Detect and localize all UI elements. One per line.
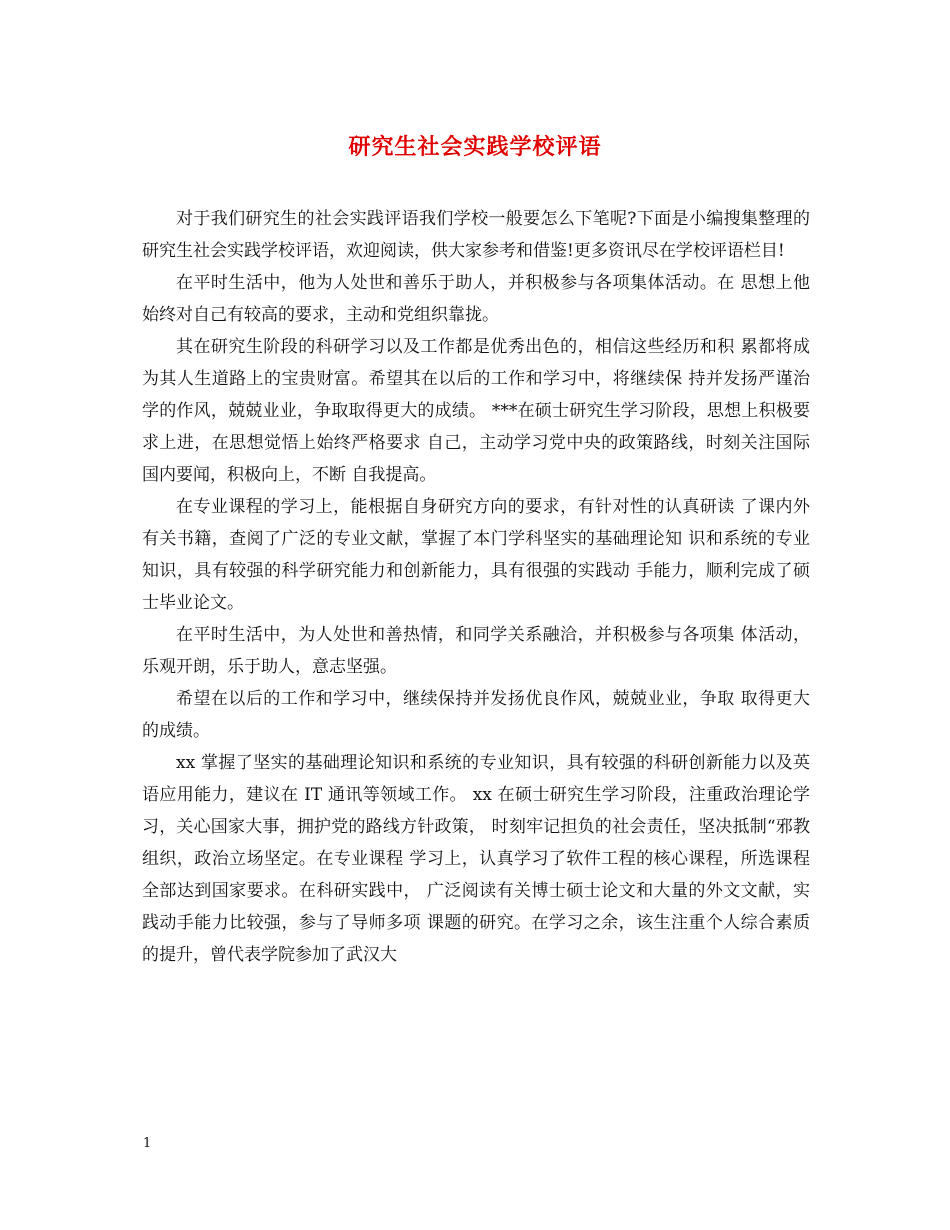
paragraph-coursework: 在专业课程的学习上，能根据自身研究方向的要求，有针对性的认真研读 了课内外有关书籍，查阅了广泛的专业文献，掌握了本门学科坚实的基础理论知 识和系统的专业知识，具有较强的科学研究能力和创新能力，具有很强的实践动 手能力，顺利完成了硕士毕业论文。 — [142, 497, 810, 613]
document-title: 研究生社会实践学校评语 — [348, 134, 602, 160]
paragraph-hope: 希望在以后的工作和学习中，继续保持并发扬优良作风，兢兢业业，争取 取得更大的成绩。 — [142, 689, 810, 741]
paragraph-daily-life: 在平时生活中，他为人处世和善乐于助人，并积极参与各项集体活动。在 思想上他始终对自己有较高的要求，主动和党组织靠拢。 — [142, 273, 810, 325]
paragraph-intro: 对于我们研究生的社会实践评语我们学校一般要怎么下笔呢?下面是小编搜集整理的研究生社会实践学校评语，欢迎阅读，供大家参考和借鉴!更多资讯尽在学校评语栏目! — [142, 209, 810, 261]
paragraph-xx-evaluation: xx 掌握了坚实的基础理论知识和系统的专业知识，具有较强的科研创新能力以及英语应用能力，建议在 IT 通讯等领域工作。 xx 在硕士研究生学习阶段，注重政治理论学习，关心国家大事，拥护党的路线方针政策， 时刻牢记担负的社会责任，坚决抵制“邪教组织，政治立场坚定。在专业课程 学习上，认真学习了软件工程的核心课程，所选课程全部达到国家要求。在科研实践中， 广泛阅读有关博士硕士论文和大量的外文文献，实践动手能力比较强，参与了导师多项 课题的研究。在学习之余，该生注重个人综合素质的提升，曾代表学院参加了武汉大 — [142, 753, 810, 965]
document-body — [142, 203, 810, 971]
paragraph-research-stage: 其在研究生阶段的科研学习以及工作都是优秀出色的，相信这些经历和积 累都将成为其人生道路上的宝贵财富。希望其在以后的工作和学习中，将继续保 持并发扬严谨治学的作风，兢兢业业，争取取得更大的成绩。 ***在硕士研究生学习阶段，思想上积极要求上进，在思想觉悟上始终严格要求 自己，主动学习党中央的政策路线，时刻关注国际国内要闻，积极向上，不断 自我提高。 — [142, 337, 810, 485]
page-number: 1 — [143, 1136, 152, 1151]
paragraph-social-life: 在平时生活中，为人处世和善热情，和同学关系融洽，并积极参与各项集 体活动，乐观开朗，乐于助人，意志坚强。 — [142, 625, 810, 677]
